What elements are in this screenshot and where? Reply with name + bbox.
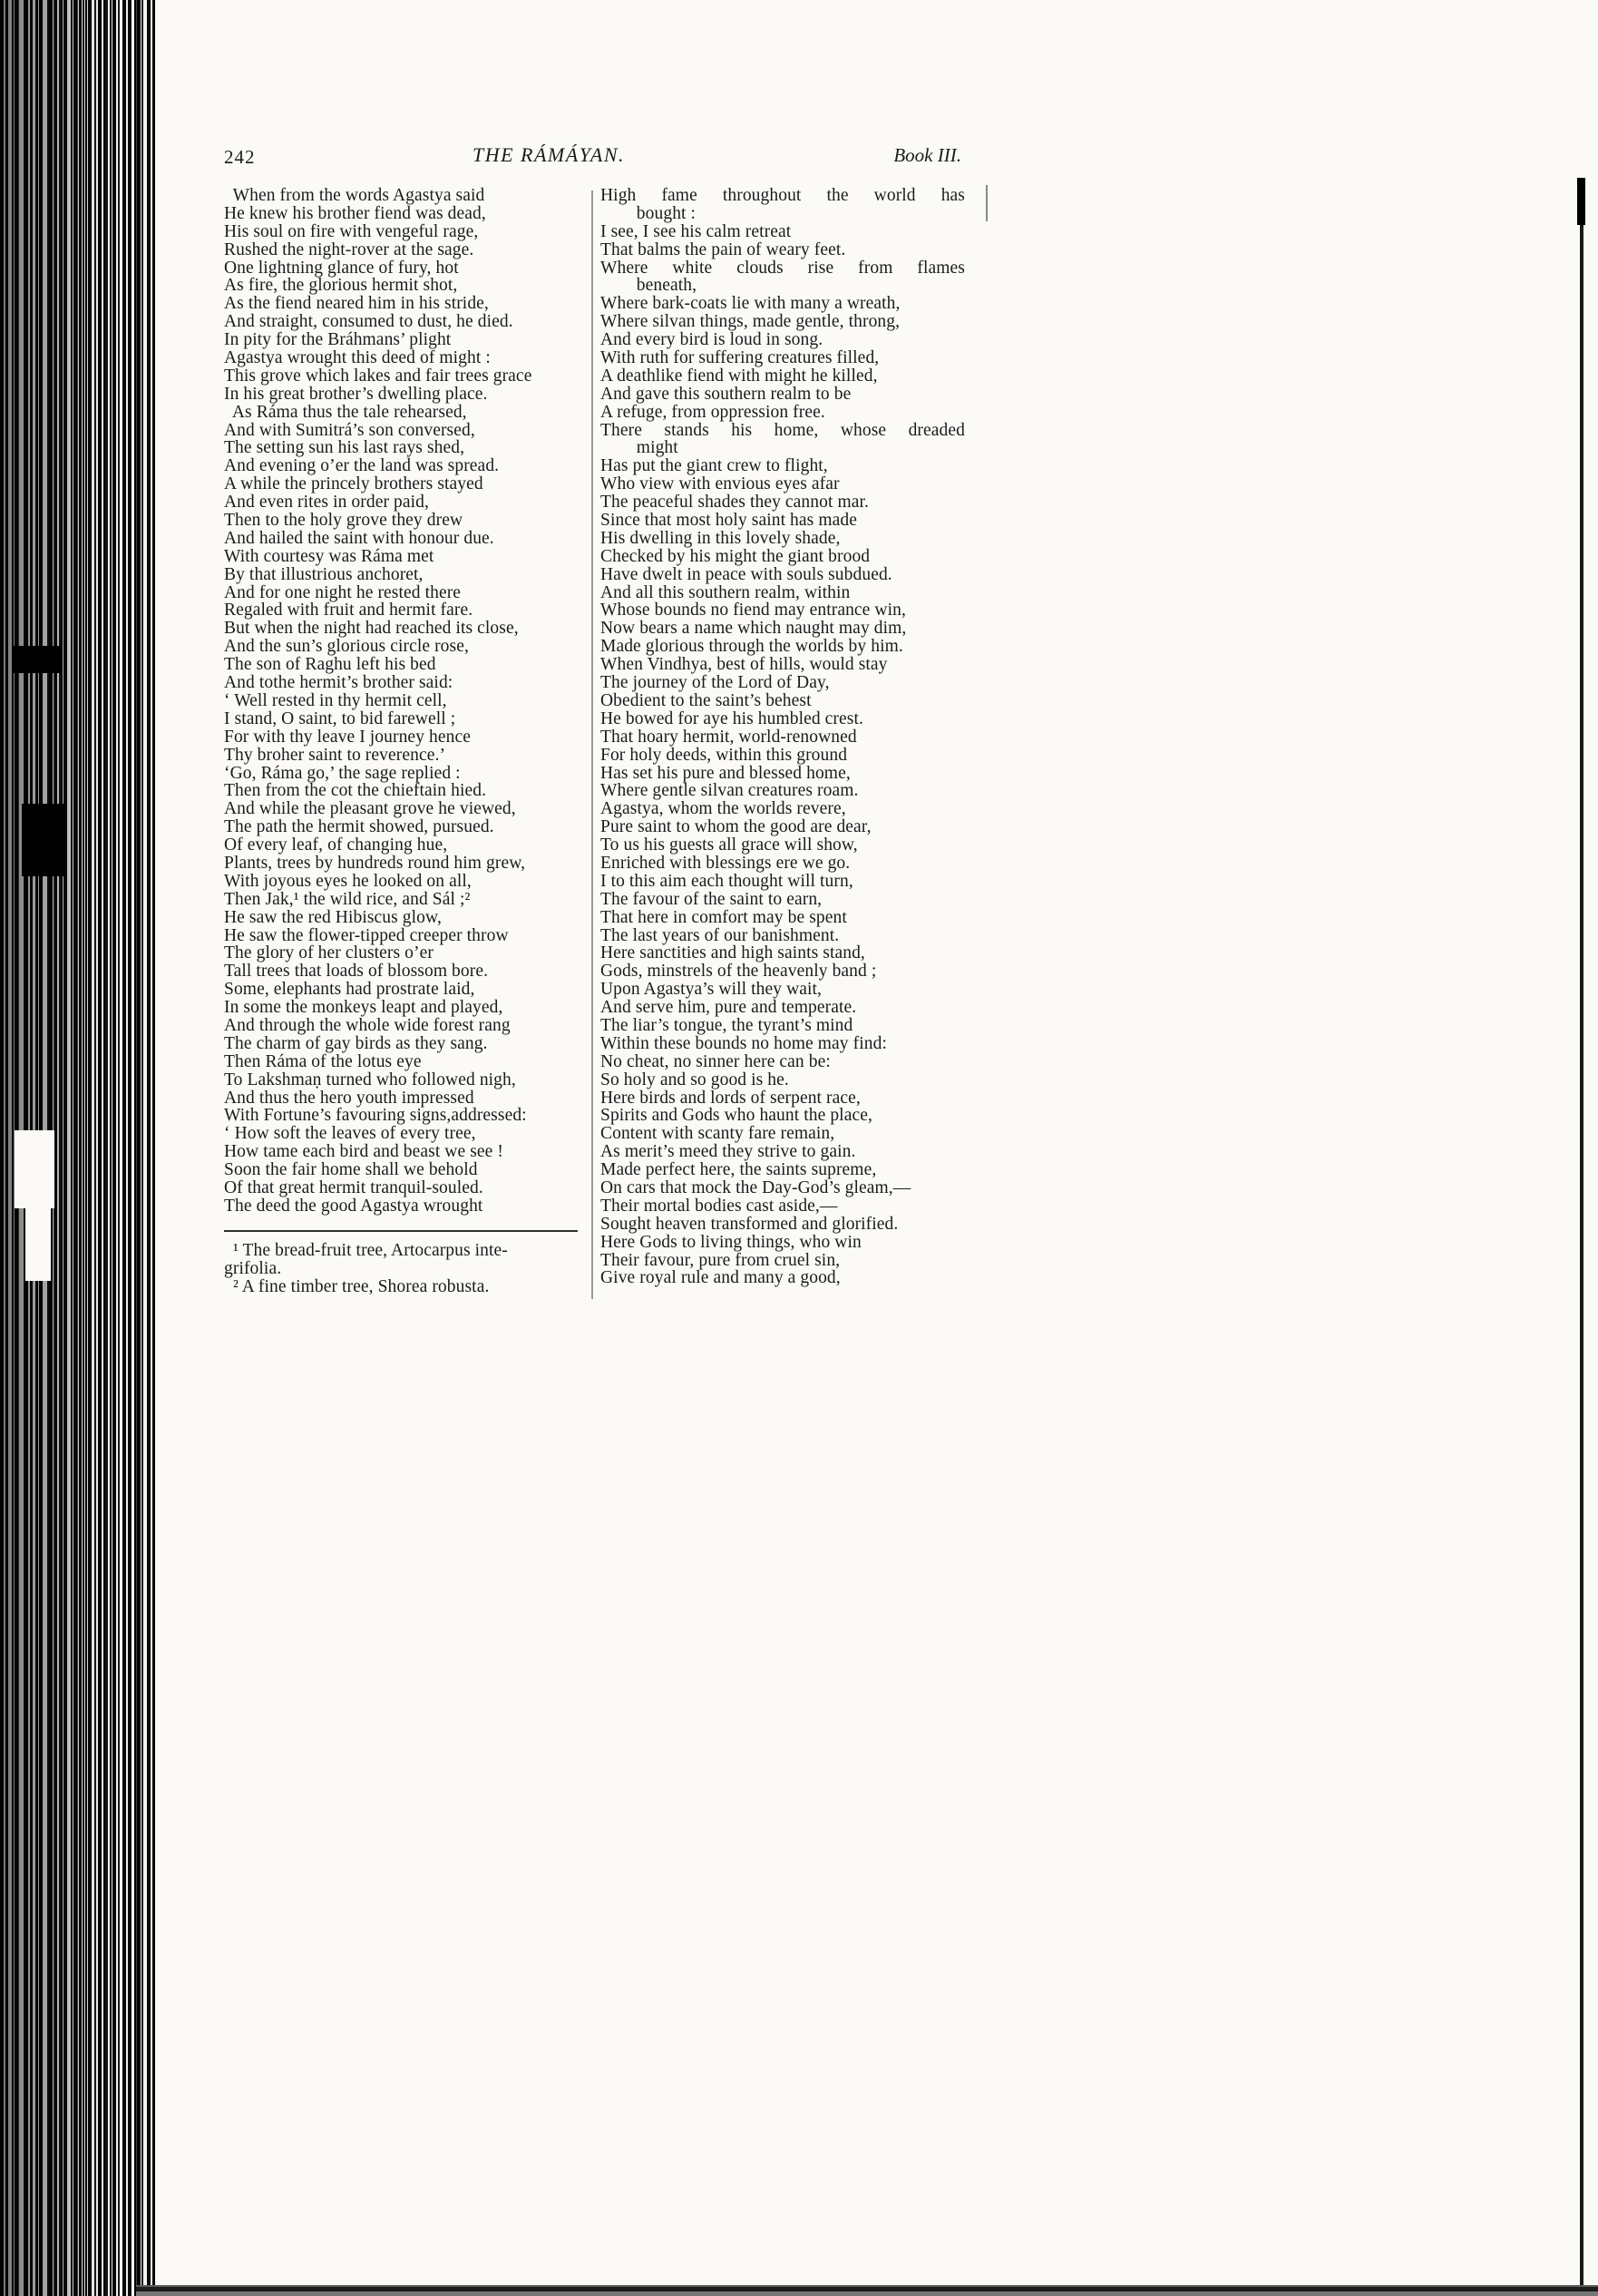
poem-line: Tall trees that loads of blossom bore. bbox=[224, 962, 489, 982]
running-title: THE RÁMÁYAN. bbox=[472, 143, 625, 166]
poem-line: He bowed for aye his humbled crest. bbox=[600, 708, 863, 728]
poem-line: Rushed the night-rover at the sage. bbox=[224, 239, 474, 259]
column-separator bbox=[591, 191, 593, 1299]
poem-line: Then to the holy grove they drew bbox=[224, 511, 463, 531]
poem-line: Their favour, pure from cruel sin, bbox=[600, 1250, 841, 1270]
poem-line: The deed the good Agastya wrought bbox=[224, 1196, 483, 1216]
poem-line: A refuge, from oppression free. bbox=[600, 402, 825, 422]
poem-line: And with Sumitrá’s son conversed, bbox=[224, 420, 475, 440]
poem-line: Plants, trees by hundreds round him grew, bbox=[224, 853, 526, 873]
poem-line: And gave this southern realm to be bbox=[600, 384, 852, 404]
poem-line: The peaceful shades they cannot mar. bbox=[600, 493, 869, 513]
poem-line: The son of Raghu left his bed bbox=[224, 655, 436, 675]
book-label: Book III. bbox=[893, 144, 961, 166]
poem-line: Made perfect here, the saints supreme, bbox=[600, 1160, 877, 1180]
poem-line: And tothe hermit’s brother said: bbox=[224, 673, 453, 693]
poem-line: As the fiend neared him in his stride, bbox=[224, 294, 489, 314]
footnotes bbox=[224, 1242, 587, 1296]
poem-line: ‘Go, Ráma go,’ the sage replied : bbox=[224, 763, 461, 783]
poem-line: In his great brother’s dwelling place. bbox=[224, 384, 488, 404]
poem-line: And hailed the saint with honour due. bbox=[224, 528, 494, 548]
poem-line: When from the words Agastya said bbox=[224, 186, 485, 205]
poem-line: might bbox=[600, 438, 678, 458]
poem-line: The glory of her clusters o’er bbox=[224, 943, 434, 963]
poem-line: Then Jak,¹ the wild rice, and Sál ;² bbox=[224, 889, 471, 909]
poem-line: Has put the giant crew to flight, bbox=[600, 456, 828, 476]
poem-line: To us his guests all grace will show, bbox=[600, 835, 858, 855]
poem-line: Where silvan things, made gentle, throng, bbox=[600, 312, 901, 332]
poem-line: I see, I see his calm retreat bbox=[600, 221, 792, 241]
poem-line: And evening o’er the land was spread. bbox=[224, 456, 500, 476]
scan-light-gap bbox=[15, 1130, 54, 1208]
poem-line: And serve him, pure and temperate. bbox=[600, 998, 857, 1018]
poem-line: Here Gods to living things, who win bbox=[600, 1232, 862, 1252]
poem-line: High fame throughout the world has bbox=[600, 186, 965, 205]
poem-line: Has set his pure and blessed home, bbox=[600, 763, 851, 783]
poem-line: And through the whole wide forest rang bbox=[224, 1015, 511, 1035]
poem-line: On cars that mock the Day-God’s gleam,— bbox=[600, 1177, 911, 1197]
poem-line: Spirits and Gods who haunt the place, bbox=[600, 1106, 872, 1126]
poem-line: And while the pleasant grove he viewed, bbox=[224, 799, 516, 819]
poem-line: With courtesy was Ráma met bbox=[224, 546, 434, 566]
poem-line: Within these bounds no home may find: bbox=[600, 1033, 887, 1053]
footnote-line: ² A fine timber tree, Shorea robusta. bbox=[224, 1276, 490, 1296]
poem-line: Where white clouds rise from flames bbox=[600, 258, 965, 278]
poem-line: By that illustrious anchoret, bbox=[224, 564, 424, 584]
poem-line: ‘ Well rested in thy hermit cell, bbox=[224, 690, 447, 710]
poem-line: That here in comfort may be spent bbox=[600, 907, 847, 927]
poem-line: And all this southern realm, within bbox=[600, 582, 851, 602]
poem-line: Content with scanty fare remain, bbox=[600, 1124, 835, 1144]
poem-line: Their mortal bodies cast aside,— bbox=[600, 1196, 838, 1216]
poem-line: Soon the fair home shall we behold bbox=[224, 1160, 478, 1180]
poem-line: Then from the cot the chieftain hied. bbox=[224, 781, 487, 801]
poem-line: Of that great hermit tranquil-souled. bbox=[224, 1177, 483, 1197]
poem-line: As Ráma thus the tale rehearsed, bbox=[224, 402, 467, 422]
poem-line: The last years of our banishment. bbox=[600, 925, 840, 945]
poem-line: Who view with envious eyes afar bbox=[600, 474, 840, 494]
poem-line: When Vindhya, best of hills, would stay bbox=[600, 655, 888, 675]
poem-line: And for one night he rested there bbox=[224, 582, 462, 602]
poem-line: With Fortune’s favouring signs,addressed: bbox=[224, 1106, 527, 1126]
poem-line: Give royal rule and many a good, bbox=[600, 1268, 841, 1288]
scan-right-edge-line bbox=[1580, 178, 1583, 2296]
poem-line: Thy broher saint to reverence.’ bbox=[224, 745, 446, 765]
poem-line: For with thy leave I journey hence bbox=[224, 727, 471, 747]
poem-line: There stands his home, whose dreaded bbox=[600, 420, 965, 440]
poem-line: The path the hermit showed, pursued. bbox=[224, 817, 494, 837]
poem-line: Since that most holy saint has made bbox=[600, 511, 857, 531]
poem-line: The journey of the Lord of Day, bbox=[600, 673, 830, 693]
poem-line: The setting sun his last rays shed, bbox=[224, 438, 465, 458]
footnote-rule bbox=[224, 1230, 578, 1232]
poem-line: Of every leaf, of changing hue, bbox=[224, 835, 448, 855]
poem-line: Then Ráma of the lotus eye bbox=[224, 1051, 422, 1071]
scan-light-gap bbox=[25, 1208, 51, 1281]
poem-line: In some the monkeys leapt and played, bbox=[224, 998, 503, 1018]
poem-line: His dwelling in this lovely shade, bbox=[600, 528, 841, 548]
poem-line: As fire, the glorious hermit shot, bbox=[224, 276, 458, 296]
poem-line: No cheat, no sinner here can be: bbox=[600, 1051, 831, 1071]
poem-line: Where gentle silvan creatures roam. bbox=[600, 781, 859, 801]
poem-line: Sought heaven transformed and glorified. bbox=[600, 1214, 899, 1234]
poem-line: And the sun’s glorious circle rose, bbox=[224, 637, 469, 657]
poem-line: Upon Agastya’s will they wait, bbox=[600, 980, 823, 1000]
poem-line: Where bark-coats lie with many a wreath, bbox=[600, 294, 901, 314]
left-column bbox=[224, 187, 587, 1216]
poem-line: Checked by his might the giant brood bbox=[600, 546, 871, 566]
poem-line: One lightning glance of fury, hot bbox=[224, 258, 459, 278]
poem-line: The favour of the saint to earn, bbox=[600, 889, 823, 909]
poem-line: So holy and so good is he. bbox=[600, 1070, 789, 1089]
poem-line: A deathlike fiend with might he killed, bbox=[600, 366, 878, 386]
poem-line: Enriched with blessings ere we go. bbox=[600, 853, 851, 873]
poem-line: In pity for the Bráhmans’ plight bbox=[224, 330, 452, 350]
poem-line: And every bird is loud in song. bbox=[600, 330, 823, 350]
scan-bottom-edge bbox=[136, 2285, 1598, 2296]
poem-line: He knew his brother fiend was dead, bbox=[224, 203, 486, 223]
poem-line: Have dwelt in peace with souls subdued. bbox=[600, 564, 892, 584]
footnote-line: grifolia. bbox=[224, 1258, 282, 1278]
right-column bbox=[600, 187, 965, 1287]
poem-line: Now bears a name which naught may dim, bbox=[600, 619, 907, 639]
scan-ink-blob bbox=[13, 646, 62, 673]
poem-line: This grove which lakes and fair trees grace bbox=[224, 366, 532, 386]
poem-line: He saw the flower-tipped creeper throw bbox=[224, 925, 509, 945]
page-number: 242 bbox=[224, 146, 256, 168]
poem-line: Some, elephants had prostrate laid, bbox=[224, 980, 475, 1000]
poem-line: And straight, consumed to dust, he died. bbox=[224, 312, 513, 332]
poem-line: Regaled with fruit and hermit fare. bbox=[224, 601, 473, 620]
poem-line: Here birds and lords of serpent race, bbox=[600, 1088, 861, 1108]
poem-line: With joyous eyes he looked on all, bbox=[224, 871, 472, 891]
poem-line: To Lakshmaṇ turned who followed nigh, bbox=[224, 1070, 516, 1089]
poem-line: Gods, minstrels of the heavenly band ; bbox=[600, 962, 877, 982]
poem-line: And even rites in order paid, bbox=[224, 493, 429, 513]
poem-line: Made glorious through the worlds by him. bbox=[600, 637, 903, 657]
poem-line: As merit’s meed they strive to gain. bbox=[600, 1142, 856, 1162]
poem-line: A while the princely brothers stayed bbox=[224, 474, 483, 494]
scan-right-edge-blob bbox=[1577, 178, 1585, 225]
footnote-line: ¹ The bread-fruit tree, Artocarpus inte- bbox=[224, 1241, 508, 1260]
poem-line: And thus the hero youth impressed bbox=[224, 1088, 474, 1108]
poem-line: I stand, O saint, to bid farewell ; bbox=[224, 708, 456, 728]
poem-line: I to this aim each thought will turn, bbox=[600, 871, 853, 891]
poem-line: That hoary hermit, world-renowned bbox=[600, 727, 857, 747]
poem-line: But when the night had reached its close, bbox=[224, 619, 519, 639]
poem-line: bought : bbox=[600, 203, 697, 223]
poem-line: Whose bounds no fiend may entrance win, bbox=[600, 601, 906, 620]
poem-line: Agastya wrought this deed of might : bbox=[224, 348, 491, 368]
poem-line: With ruth for suffering creatures filled, bbox=[600, 348, 880, 368]
poem-line: Pure saint to whom the good are dear, bbox=[600, 817, 872, 837]
poem-line: How tame each bird and beast we see ! bbox=[224, 1142, 503, 1162]
poem-line: Obedient to the saint’s behest bbox=[600, 690, 812, 710]
poem-line: He saw the red Hibiscus glow, bbox=[224, 907, 442, 927]
poem-line: beneath, bbox=[600, 276, 697, 296]
poem-line: Agastya, whom the worlds revere, bbox=[600, 799, 846, 819]
scan-ink-blob bbox=[22, 804, 65, 876]
poem-line: The liar’s tongue, the tyrant’s mind bbox=[600, 1015, 853, 1035]
poem-line: The charm of gay birds as they sang. bbox=[224, 1033, 488, 1053]
poem-line: That balms the pain of weary feet. bbox=[600, 239, 846, 259]
poem-line: His soul on fire with vengeful rage, bbox=[224, 221, 479, 241]
poem-line: ‘ How soft the leaves of every tree, bbox=[224, 1124, 476, 1144]
poem-line: Here sanctities and high saints stand, bbox=[600, 943, 865, 963]
scan-margin-artifact bbox=[986, 185, 988, 221]
poem-line: For holy deeds, within this ground bbox=[600, 745, 848, 765]
